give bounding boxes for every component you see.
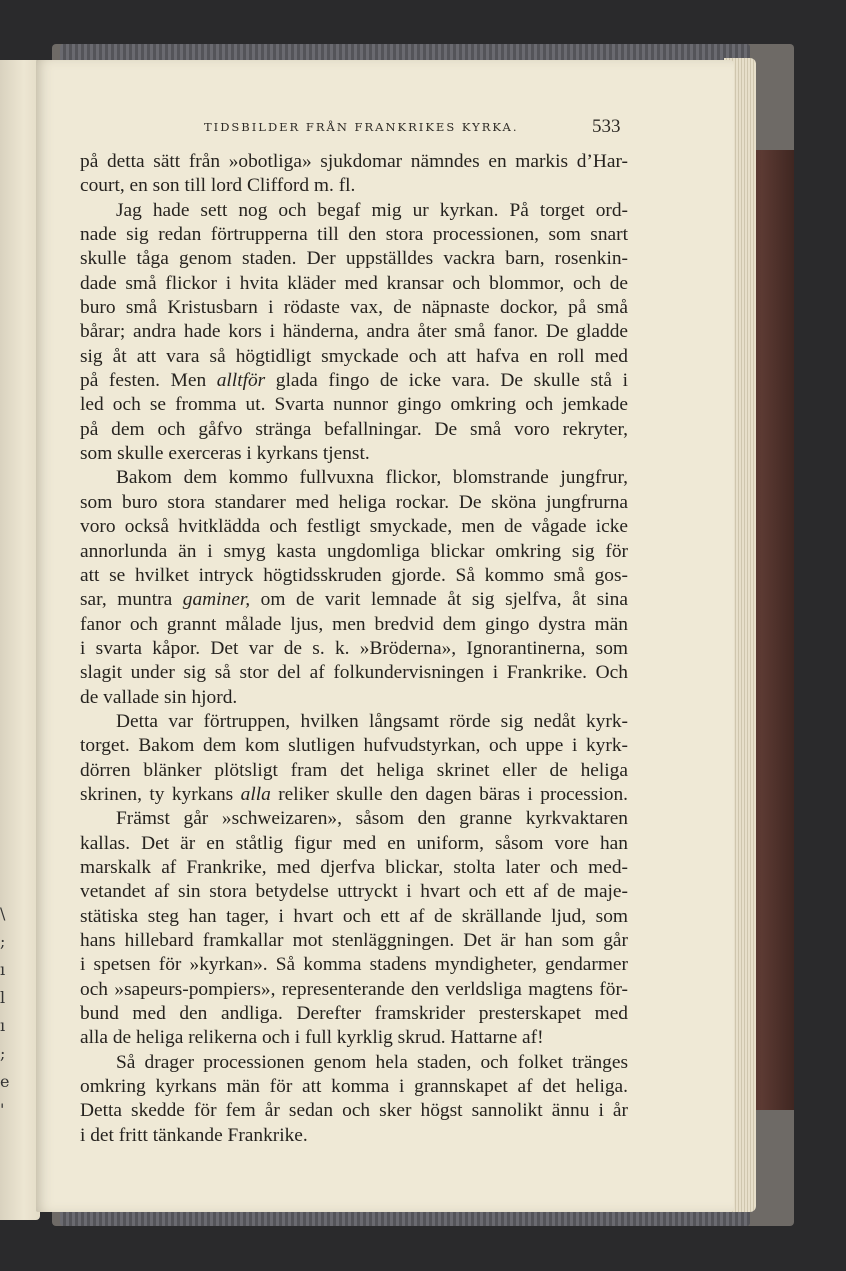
left-page-fragment: ' <box>0 1100 5 1119</box>
text-line: Detta skedde för fem år sedan och sker högst sannolikt ännu i år <box>80 1100 628 1122</box>
text-line: hans hillebard framkallar mot stenläggningen. Det är han som går <box>80 930 628 951</box>
text-line: i det fritt tänkande Frankrike. <box>80 1124 308 1146</box>
left-page-fragment: e <box>0 1072 10 1091</box>
text-line-segment: om de varit lemnade åt sig sjelfva, åt sina <box>250 589 628 611</box>
left-page-fragment: \ <box>0 904 6 923</box>
text-line: annorlunda än i smyg kasta ungdomliga blickar omkring sig för <box>80 540 628 562</box>
text-line: att se hvilket intryck högtidsskruden gjorde. Så kommo små gos- <box>80 564 628 586</box>
text-line: marskalk af Frankrike, med djerfva blickar, stolta later och med- <box>80 856 628 878</box>
body-text <box>80 150 628 1148</box>
text-line: vetandet af sin stora betydelse uttryckt i hvart och ett af de maje- <box>80 881 628 903</box>
text-line: kallas. Det är en ståtlig figur med en uniform, såsom vore han <box>80 832 628 854</box>
left-page-fragment: ı <box>0 1016 6 1035</box>
text-line: buro små Kristusbarn i rödaste vax, de näpnaste dockor, på små <box>80 297 628 319</box>
text-line <box>80 783 628 807</box>
left-page-fragment: ; <box>0 1044 6 1063</box>
text-line-segment: sar, muntra <box>80 589 183 611</box>
text-line: i spetsen för »kyrkan». Så komma stadens myndigheter, gendarmer <box>80 954 628 976</box>
text-line: court, en son till lord Clifford m. fl. <box>80 175 356 197</box>
text-line-segment: glada fingo de icke vara. De skulle stå i <box>265 370 628 392</box>
text-line: de vallade sin hjord. <box>80 686 238 708</box>
text-line <box>80 588 628 612</box>
text-line-segment: på festen. Men <box>80 370 217 392</box>
text-line: led och se fromma ut. Svarta nunnor gingo omkring och jemkade <box>80 394 628 416</box>
left-page-fragment: ; <box>0 932 6 951</box>
text-line-emphasis: gaminer, <box>182 589 251 611</box>
text-line: stätiska steg han tager, i hvart och ett af de skrällande ljud, som <box>80 905 628 927</box>
text-line: och »sapeurs-pompiers», representerande den verldsliga magtens för- <box>80 978 628 1000</box>
running-head: TIDSBILDER FRÅN FRANKRIKES KYRKA. <box>204 120 519 134</box>
left-page-text-fragments <box>0 900 10 1124</box>
text-line: bund med den andliga. Derefter framskrider presterskapet med <box>80 1003 628 1025</box>
text-line: voro också hvitklädda och festligt smyckade, men de vågade icke <box>80 516 628 538</box>
text-line-segment: skrinen, ty kyrkans <box>80 783 241 805</box>
text-line: torget. Bakom dem kom slutligen hufvudstyrkan, och uppe i kyrk- <box>80 735 628 757</box>
text-line: Jag hade sett nog och begaf mig ur kyrkan. På torget ord- <box>116 199 628 221</box>
text-line: som buro stora standarer med heliga rockar. De sköna jungfrurna <box>80 491 628 513</box>
page-number: 533 <box>592 116 621 137</box>
text-line: dörren blänker plötsligt fram det heliga skrinet eller de heliga <box>80 759 628 781</box>
text-line: Så drager processionen genom hela staden, och folket tränges <box>116 1051 628 1073</box>
text-line: som skulle exerceras i kyrkans tjenst. <box>80 443 370 465</box>
text-line: alla de heliga relikerna och i full kyrklig skrud. Hattarne af! <box>80 1027 544 1049</box>
text-line: sig åt att vara så högtidligt smyckade och att hafva en roll med <box>80 345 628 367</box>
text-line: på detta sätt från »obotliga» sjukdomar nämndes en markis d’Har- <box>80 151 628 172</box>
text-line-emphasis: alltför <box>216 370 266 392</box>
text-line <box>80 369 628 393</box>
text-line: skulle tåga genom staden. Der uppställdes vackra barn, rosenkin- <box>80 248 628 270</box>
text-line-emphasis: alla <box>240 783 271 805</box>
left-page-fragment: l <box>0 988 6 1007</box>
text-line: Främst går »schweizaren», såsom den granne kyrkvaktaren <box>116 808 628 830</box>
text-line: omkring kyrkans män för att komma i grannskapet af det heliga. <box>80 1076 628 1098</box>
text-line: i svarta kåpor. Det var de s. k. »Bröderna», Ignorantinerna, som <box>80 637 628 659</box>
left-page-fragment: ı <box>0 960 6 979</box>
text-line: Bakom dem kommo fullvuxna flickor, blomstrande jungfrur, <box>116 467 628 489</box>
text-line: bårar; andra hade kors i händerna, andra åter små fanor. De gladde <box>80 321 628 343</box>
text-line: fanor och grannt målade ljus, men bredvid dem gingo dystra män <box>80 613 628 635</box>
text-line-segment: reliker skulle den dagen bäras i procession. <box>270 783 628 805</box>
text-line: Detta var förtruppen, hvilken långsamt rörde sig nedåt kyrk- <box>116 710 628 732</box>
text-line: dade små flickor i hvita kläder med kransar och blommor, och de <box>80 272 628 294</box>
text-line: på dem och gåfvo stränga befallningar. De små voro rekryter, <box>80 418 628 440</box>
text-line: nade sig redan förtrupperna till den stora processionen, som snart <box>80 224 628 246</box>
text-line: slagit under sig så stor del af folkundervisningen i Frankrike. Och <box>80 662 628 684</box>
left-facing-page <box>0 60 40 1220</box>
